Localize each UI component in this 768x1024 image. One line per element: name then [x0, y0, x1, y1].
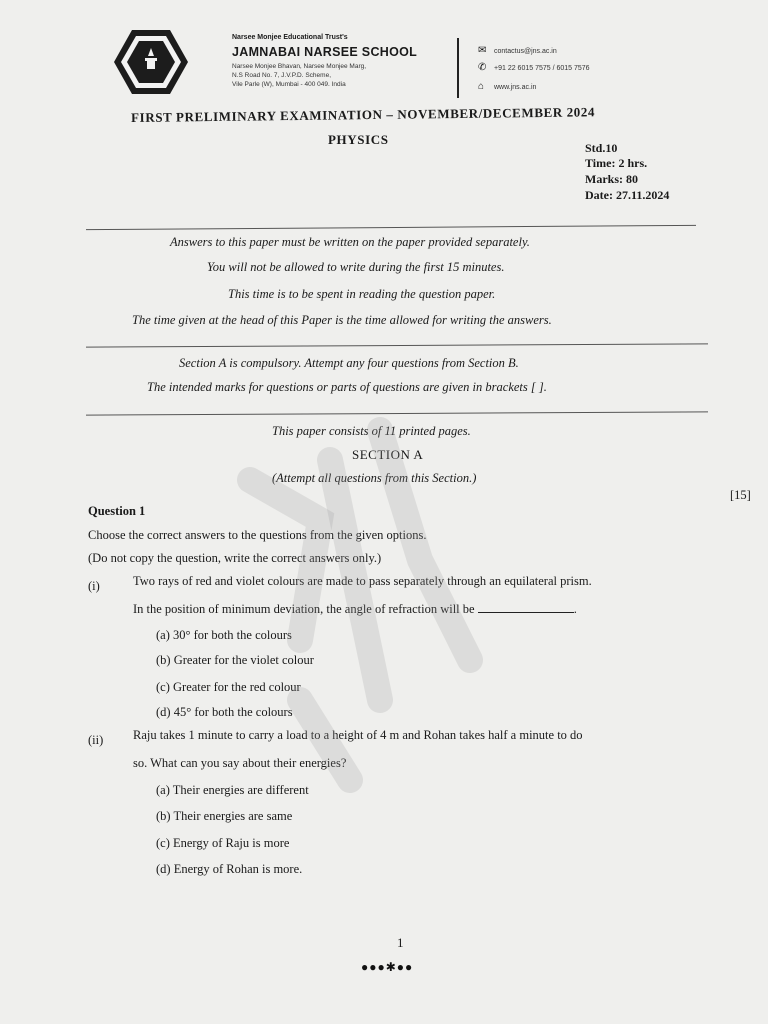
website-text: www.jns.ac.in: [494, 84, 537, 91]
question-marks: [15]: [730, 488, 751, 502]
option: (a) Their energies are different: [156, 783, 309, 797]
part-number: (i): [88, 579, 100, 593]
part-text: Raju takes 1 minute to carry a load to a height of 4 m and Rohan takes half a minute to do: [133, 728, 583, 742]
question-instruction: Choose the correct answers to the questions from the given options.: [88, 528, 427, 542]
footer-dots: ●●●✱●●: [361, 960, 414, 974]
line-end: .: [573, 602, 577, 616]
instruction: This time is to be spent in reading the question paper.: [228, 287, 496, 301]
question-label: Question 1: [88, 504, 146, 518]
part-number: (ii): [88, 733, 104, 747]
section-subheading: (Attempt all questions from this Section.): [272, 471, 477, 485]
email-text: contactus@jns.ac.in: [494, 48, 557, 55]
address-line: N.S Road No. 7, J.V.P.D. Scheme,: [232, 72, 331, 79]
part-text-line: In the position of minimum deviation, the angle of refraction will be: [133, 602, 475, 616]
total-marks: Marks: 80: [585, 172, 638, 186]
divider: [86, 343, 708, 347]
option: (c) Energy of Raju is more: [156, 836, 290, 850]
phone-text: +91 22 6015 7575 / 6015 7576: [494, 65, 590, 72]
divider: [86, 225, 696, 230]
exam-date: Date: 27.11.2024: [585, 188, 670, 202]
part-text: Two rays of red and violet colours are made to pass separately through an equilateral prism.: [133, 574, 592, 588]
part-text: so. What can you say about their energies?: [133, 756, 347, 770]
option: (d) Energy of Rohan is more.: [156, 862, 303, 876]
instruction: Section A is compulsory. Attempt any four questions from Section B.: [179, 356, 519, 370]
contact-phone: [478, 62, 590, 73]
option: (b) Their energies are same: [156, 809, 293, 823]
letterhead-divider: [457, 38, 459, 98]
divider: [86, 411, 708, 415]
subject-title: PHYSICS: [328, 132, 389, 147]
address-line: Narsee Monjee Bhavan, Narsee Monjee Marg,: [232, 63, 367, 70]
instruction: Answers to this paper must be written on the paper provided separately.: [170, 235, 530, 249]
answer-blank: [478, 602, 574, 613]
mail-icon: ✉: [478, 45, 487, 56]
page-count-note: This paper consists of 11 printed pages.: [272, 424, 471, 438]
globe-icon: ⌂: [478, 81, 485, 92]
school-logo: [112, 28, 190, 96]
section-heading: SECTION A: [352, 447, 424, 462]
option: (b) Greater for the violet colour: [156, 653, 314, 667]
standard: Std.10: [585, 141, 618, 155]
duration: Time: 2 hrs.: [585, 156, 648, 170]
contact-email: [478, 45, 557, 56]
school-name: JAMNABAI NARSEE SCHOOL: [232, 45, 418, 59]
instruction: The intended marks for questions or parts of questions are given in brackets [ ].: [147, 380, 547, 394]
contact-website: [478, 81, 536, 92]
address-line: Vile Parle (W), Mumbai - 400 049. India: [232, 81, 346, 88]
page-number: 1: [397, 935, 404, 950]
option: (c) Greater for the red colour: [156, 680, 301, 694]
part-text: [133, 602, 577, 617]
question-instruction: (Do not copy the question, write the correct answers only.): [88, 551, 382, 565]
trust-name: Narsee Monjee Educational Trust's: [232, 34, 348, 41]
option: (a) 30° for both the colours: [156, 628, 292, 642]
exam-title: FIRST PRELIMINARY EXAMINATION – NOVEMBER/DECEMBER 2024: [131, 104, 596, 125]
phone-icon: ✆: [478, 62, 487, 73]
instruction: The time given at the head of this Paper is the time allowed for writing the answers.: [132, 313, 552, 327]
option: (d) 45° for both the colours: [156, 705, 293, 719]
instruction: You will not be allowed to write during the first 15 minutes.: [207, 260, 505, 274]
